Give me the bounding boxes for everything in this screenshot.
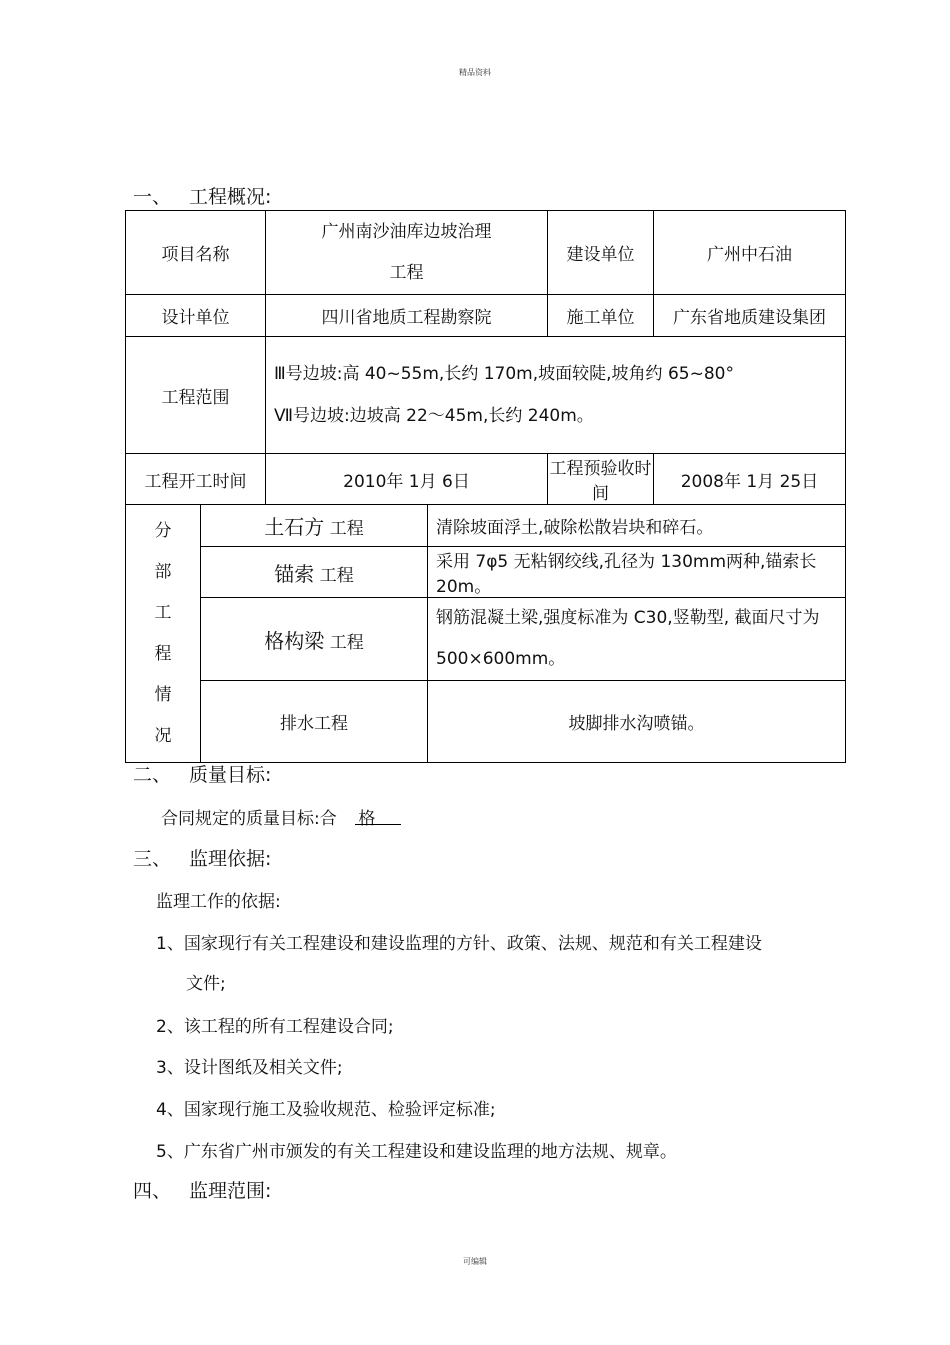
section-number: 一、 xyxy=(133,186,172,208)
sub-label-char: 况 xyxy=(154,725,172,746)
sub-item-name: 排水工程 xyxy=(201,681,428,763)
quality-target-value: 合同规定的质量目标:合 格 xyxy=(161,809,376,829)
builder-label: 建设单位 xyxy=(548,211,654,295)
sub-project-label xyxy=(126,505,201,763)
basis-item: 5、广东省广州市颁发的有关工程建设和建设监理的地方法规、规章。 xyxy=(156,1142,677,1162)
acceptance-date-value: 2008年 1月 25日 xyxy=(654,454,846,505)
section-number: 二、 xyxy=(133,764,172,786)
constructor-label: 施工单位 xyxy=(548,295,654,337)
sub-item-name-main: 锚索 xyxy=(274,561,315,586)
table-row xyxy=(126,505,846,547)
project-name-line-1: 广州南沙油库边坡治理 xyxy=(321,221,492,242)
table-row xyxy=(126,337,846,454)
basis-item: 1、国家现行有关工程建设和建设监理的方针、政策、法规、规范和有关工程建设 xyxy=(156,934,762,954)
basis-item-continued: 文件; xyxy=(186,974,226,994)
section-title: 监理范围: xyxy=(189,1180,272,1202)
section-number: 三、 xyxy=(133,848,172,870)
table-row xyxy=(126,547,846,598)
section-title: 监理依据: xyxy=(189,848,272,870)
sub-label-char: 部 xyxy=(154,561,172,582)
basis-item: 2、该工程的所有工程建设合同; xyxy=(156,1017,394,1037)
sub-item-name xyxy=(201,547,428,598)
designer-value: 四川省地质工程勘察院 xyxy=(266,295,548,337)
scope-line-2: Ⅶ号边坡:边坡高 22～45m,长约 240m。 xyxy=(274,406,594,426)
sub-item-desc-line-2: 500×600mm。 xyxy=(436,649,566,669)
table-row xyxy=(126,454,846,505)
start-date-label: 工程开工时间 xyxy=(126,454,266,505)
section-1-heading xyxy=(133,182,271,209)
sub-item-name xyxy=(201,505,428,547)
constructor-value: 广东省地质建设集团 xyxy=(654,295,846,337)
sub-item-desc-line-1: 钢筋混凝土梁,强度标准为 C30,竖勒型, 截面尺寸为 xyxy=(436,608,820,628)
project-name-value xyxy=(266,211,548,295)
section-4-heading xyxy=(133,1176,271,1203)
sub-item-name-suffix: 工程 xyxy=(324,632,364,653)
project-name-label: 项目名称 xyxy=(126,211,266,295)
sub-label-char: 工 xyxy=(154,602,172,623)
sub-item-name-main: 土石方 xyxy=(264,515,325,539)
sub-item-name-suffix: 工程 xyxy=(314,565,354,586)
builder-value: 广州中石油 xyxy=(654,211,846,295)
sub-item-desc: 坡脚排水沟喷锚。 xyxy=(428,681,846,763)
section-2-heading xyxy=(133,760,271,787)
sub-label-char: 情 xyxy=(154,684,172,705)
footer-watermark: 可编辑 xyxy=(463,1257,487,1266)
scope-label: 工程范围 xyxy=(126,337,266,454)
quality-underline xyxy=(355,824,401,825)
acceptance-date-label: 工程预验收时间 xyxy=(548,454,654,505)
project-name-line-2: 工程 xyxy=(389,262,424,283)
sub-label-char: 分 xyxy=(154,520,172,541)
section-title: 工程概况: xyxy=(189,186,272,208)
section-number: 四、 xyxy=(133,1180,172,1202)
sub-item-desc: 采用 7φ5 无粘钢绞线,孔径为 130mm两种,锚索长 20m。 xyxy=(428,547,846,598)
basis-item: 3、设计图纸及相关文件; xyxy=(156,1058,343,1078)
scope-line-1: Ⅲ号边坡:高 40~55m,长约 170m,坡面较陡,坡角约 65~80° xyxy=(274,364,734,384)
header-watermark: 精品资料 xyxy=(459,68,491,77)
basis-item: 4、国家现行施工及验收规范、检验评定标准; xyxy=(156,1100,496,1120)
start-date-value: 2010年 1月 6日 xyxy=(266,454,548,505)
quality-target-text xyxy=(161,804,375,829)
table-row xyxy=(126,598,846,681)
section-title: 质量目标: xyxy=(189,764,272,786)
scope-value xyxy=(266,337,846,454)
sub-item-name xyxy=(201,598,428,681)
sub-item-name-suffix: 工程 xyxy=(324,519,364,539)
sub-label-char: 程 xyxy=(154,643,172,664)
designer-label: 设计单位 xyxy=(126,295,266,337)
table-row xyxy=(126,681,846,763)
project-overview-table xyxy=(125,210,846,763)
section-3-heading xyxy=(133,844,271,871)
sub-item-desc xyxy=(428,598,846,681)
basis-intro: 监理工作的依据: xyxy=(156,892,281,912)
table-row xyxy=(126,211,846,295)
table-row xyxy=(126,295,846,337)
sub-item-desc: 清除坡面浮土,破除松散岩块和碎石。 xyxy=(428,505,846,547)
sub-item-name-main: 格构梁 xyxy=(264,628,325,653)
